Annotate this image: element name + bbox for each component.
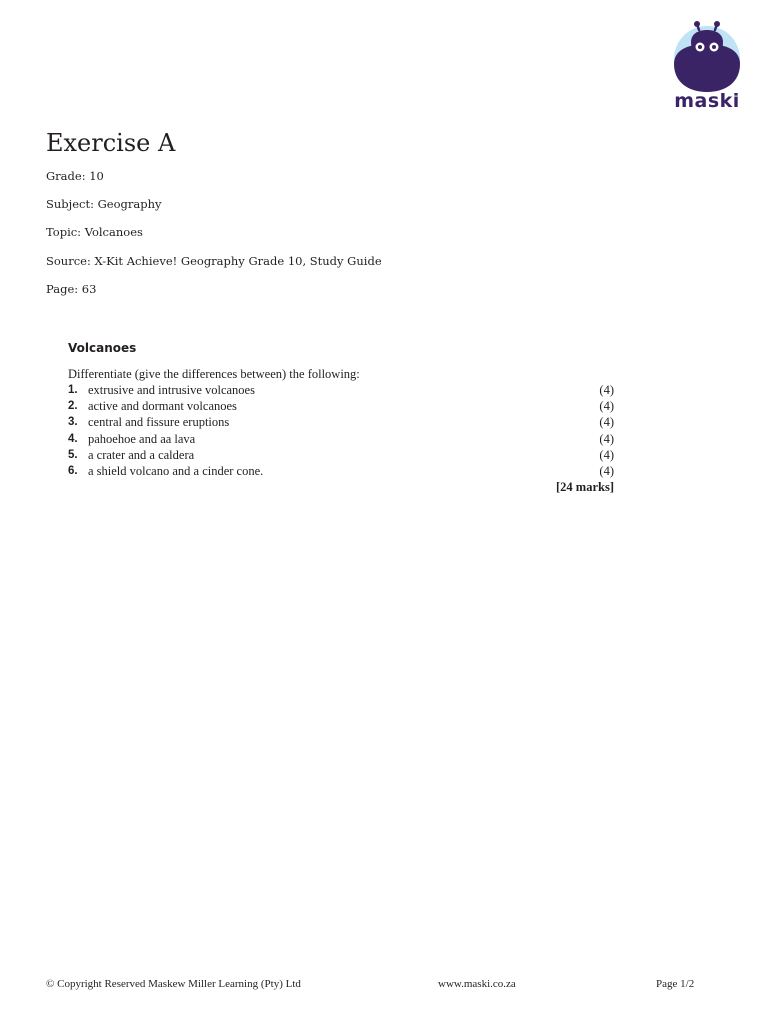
question-marks: (4) xyxy=(599,463,614,478)
question-text: extrusive and intrusive volcanoes xyxy=(88,383,255,397)
question-item xyxy=(68,398,614,414)
question-marks: (4) xyxy=(599,447,614,462)
question-marks: (4) xyxy=(599,399,614,414)
meta-source: Source: X-Kit Achieve! Geography Grade 10, Study Guide xyxy=(46,254,382,268)
question-item xyxy=(68,431,614,447)
question-marks: (4) xyxy=(599,431,614,446)
question-number: 2. xyxy=(68,400,78,413)
question-number: 4. xyxy=(68,432,78,445)
question-number: 3. xyxy=(68,416,78,429)
footer-website-link[interactable]: www.maski.co.za xyxy=(438,978,516,990)
question-text: central and fissure eruptions xyxy=(88,415,230,430)
question-number: 5. xyxy=(68,448,78,461)
meta-grade: Grade: 10 xyxy=(46,169,104,183)
question-text: a crater and a caldera xyxy=(88,447,195,462)
question-marks: (4) xyxy=(599,415,614,430)
page-title: Exercise A xyxy=(46,129,176,157)
section-heading: Volcanoes xyxy=(68,341,137,355)
question-list xyxy=(68,382,614,479)
footer-copyright: © Copyright Reserved Maskew Miller Learning (Pty) Ltd xyxy=(46,978,301,990)
question-item xyxy=(68,414,614,430)
meta-subject: Subject: Geography xyxy=(46,197,162,211)
robot-mascot-icon xyxy=(668,20,746,92)
question-number: 1. xyxy=(68,384,78,396)
question-number: 6. xyxy=(68,464,78,477)
maski-logo xyxy=(668,20,746,116)
question-item xyxy=(68,447,614,463)
question-item xyxy=(68,382,614,398)
question-text: active and dormant volcanoes xyxy=(88,399,237,414)
question-marks: (4) xyxy=(599,383,614,397)
footer-page-number: Page 1/2 xyxy=(656,978,695,990)
question-text: a shield volcano and a cinder cone. xyxy=(88,463,264,478)
brand-name: maski xyxy=(674,90,740,112)
question-text: pahoehoe and aa lava xyxy=(88,431,196,446)
section-instruction: Differentiate (give the differences between) the following: xyxy=(68,367,360,381)
total-marks: [24 marks] xyxy=(556,480,614,494)
meta-page: Page: 63 xyxy=(46,282,97,296)
question-item xyxy=(68,463,614,479)
meta-topic: Topic: Volcanoes xyxy=(46,225,143,239)
